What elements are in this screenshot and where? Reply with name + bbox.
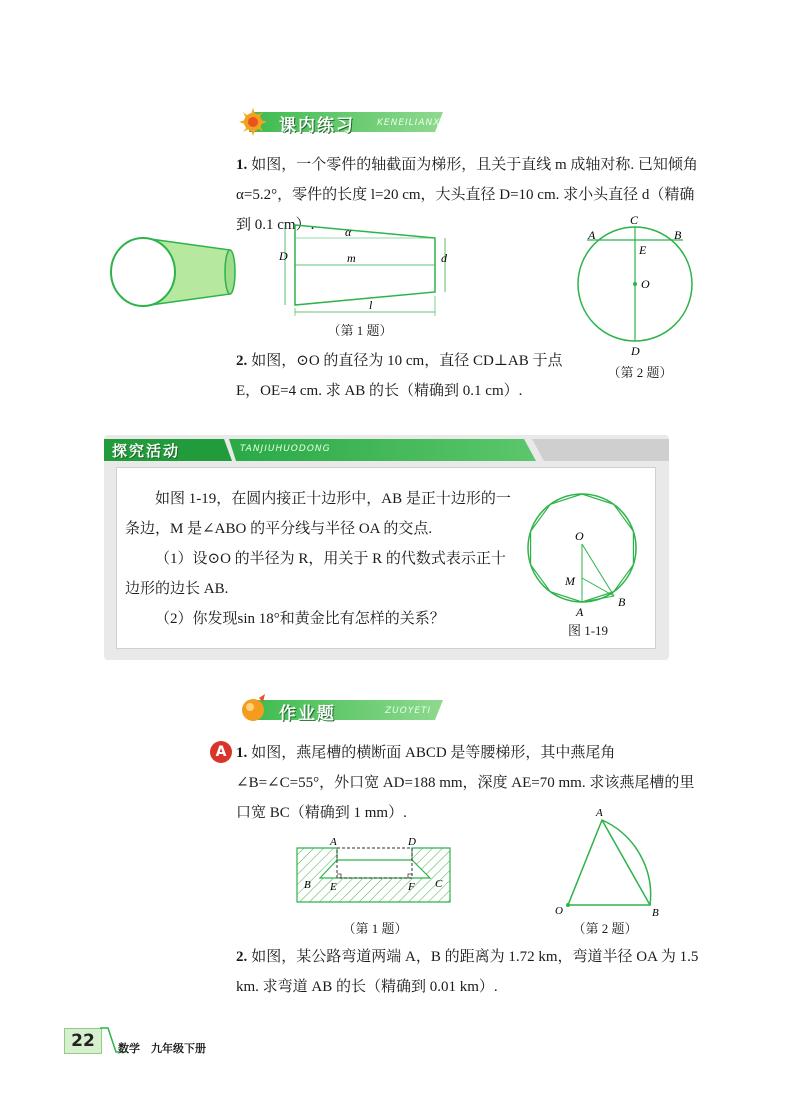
label-M: M [565,574,575,588]
label-l: l [369,298,373,312]
label-E: E [330,881,337,893]
question-text: 如图，一个零件的轴截面为梯形，且关于直线 m 成轴对称. 已知倾角α=5.2°，零件的长度 l=20 cm，大头直径 D=10 cm. 求小头直径 d（精确到 0.1 cm）. [236,157,698,233]
exploration-subtitle: TANJIUHUODONG [240,444,331,454]
section-subtitle: KENEILIANXI [377,118,445,128]
label-m: m [347,251,356,265]
section-title: 作业题 [279,704,336,724]
label-B: B [304,879,311,891]
level-a-badge: A [210,741,232,763]
question-text: 如图，⊙O 的直径为 10 cm，直径 CD⊥AB 于点 E，OE=4 cm. 求 AB 的长（精确到 0.1 cm）. [236,353,563,399]
homework-figure-2-sector [550,800,680,920]
exploration-paragraph-1: 如图 1-19，在圆内接正十边形中，AB 是正十边形的一条边，M 是∠ABO 的平分线与半径 OA 的交点. [125,491,511,537]
question-number: 1. [236,745,248,761]
section-banner-homework [235,692,450,724]
label-B: B [652,907,659,919]
label-D: D [631,344,640,358]
label-A: A [596,807,603,819]
sun-icon [239,108,267,136]
homework-figure-1-dovetail [292,830,457,910]
question-text: 如图，燕尾槽的横断面 ABCD 是等腰梯形，其中燕尾角∠B=∠C=55°，外口宽 AD=188 mm，深度 AE=70 mm. 求该燕尾槽的里口宽 BC（精确到 1 mm）. [236,745,695,821]
homework-figure-2-caption: （第 2 题） [572,921,638,936]
label-F: F [408,881,415,893]
figure-2-caption: （第 2 题） [607,365,673,380]
label-O: O [555,905,563,917]
page-number-box [64,1028,102,1054]
label-A: A [576,605,584,618]
label-O: O [641,277,650,291]
exploration-paragraph-3: （2）你发现sin 18°和黄金比有怎样的关系？ [155,611,445,627]
label-A: A [330,836,337,848]
question-number: 2. [236,949,248,965]
exploration-title: 探究活动 [112,442,181,460]
label-B: B [674,228,682,242]
book-title: 数学 九年级下册 [118,1042,206,1055]
label-D: D [279,249,288,263]
label-d: d [441,251,447,265]
label-B: B [618,595,626,609]
figure-1-19-decagon [520,488,650,618]
question-text: 如图，某公路弯道两端 A，B 的距离为 1.72 km，弯道半径 OA 为 1.5 km. 求弯道 AB 的长（精确到 0.01 km）. [236,949,699,995]
section-subtitle: ZUOYETI [385,706,432,716]
exploration-text [125,484,515,634]
homework-figure-1-caption: （第 1 题） [342,921,408,936]
section-banner-practice [235,104,450,136]
label-A: A [588,228,596,242]
figure-1-trapezoid [275,220,475,320]
figure-1-19-caption: 图 1-19 [567,623,609,638]
homework-question-2 [236,942,702,1002]
exploration-header [104,435,669,465]
question-number: 1. [236,157,248,173]
figure-2-circle [570,210,710,360]
practice-question-2 [236,346,566,406]
label-D: D [408,836,416,848]
section-title: 课内练习 [279,116,355,136]
figure-1-caption: （第 1 题） [327,323,393,338]
page-number: 22 [71,1031,95,1051]
label-C: C [435,878,443,890]
question-number: 2. [236,353,248,369]
frustum-3d-figure [105,228,245,318]
label-alpha: α [345,225,352,239]
label-C: C [630,213,639,227]
label-E: E [639,243,647,257]
exploration-paragraph-2: （1）设⊙O 的半径为 R，用关于 R 的代数式表示正十边形的边长 AB. [125,551,506,597]
label-O: O [575,529,584,543]
